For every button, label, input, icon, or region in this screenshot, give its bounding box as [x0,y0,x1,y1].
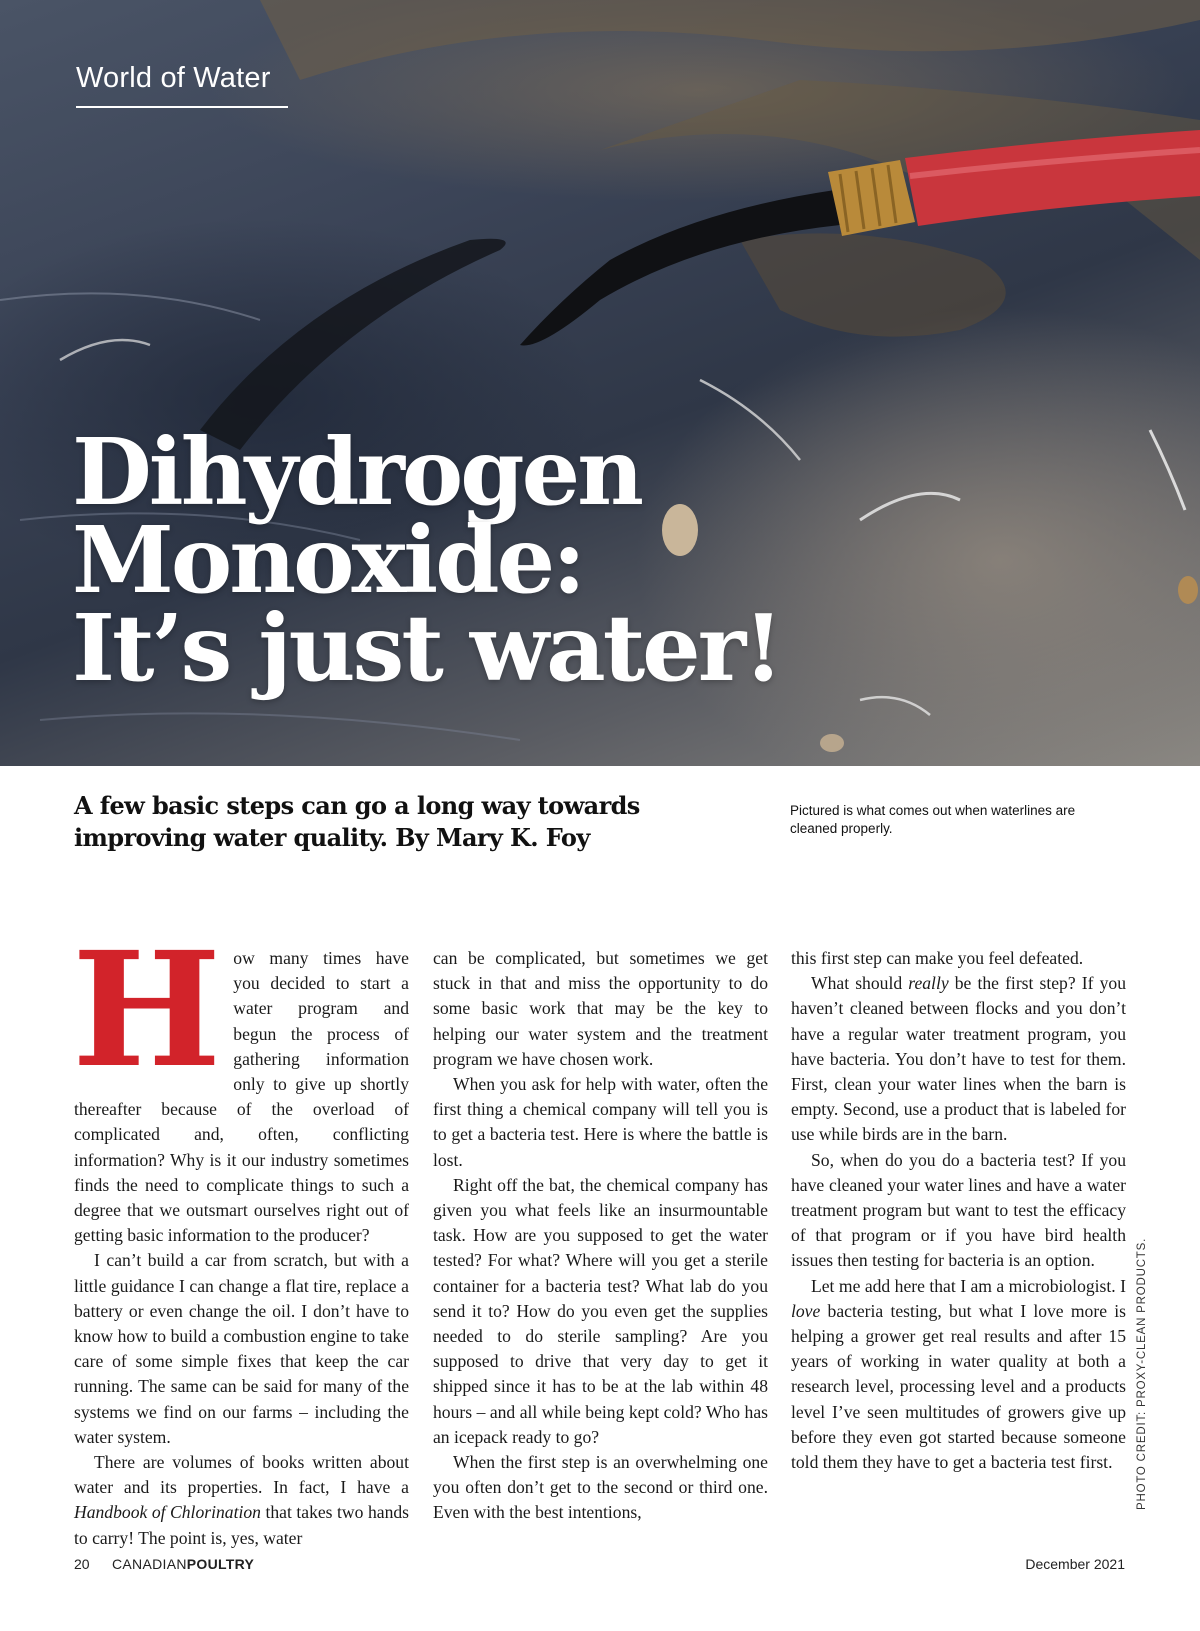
paragraph-text: What should [811,973,909,994]
paragraph-text: There are volumes of books written about water and its properties. In fact, I have a [74,1452,409,1498]
paragraph-text: that takes two hands to carry! The point is, yes, water [74,1502,410,1548]
magazine-name-bold: POULTRY [186,1556,255,1572]
paragraph: When the first step is an overwhelming one you often don’t get to the second or third one. Even with the best intentions, [433,1452,768,1523]
headline [72,418,932,702]
paragraph: this first step can make you feel defeated. [791,948,1084,968]
paragraph-text: bacteria testing, but what I love more is helping a grower get real results and after 15 years of working in water quality at both a research level, processing level and a products level I’ve seen multitudes of growers give up before they even got started because someone told them they have to get a bacteria test first. [791,1300,1126,1473]
paragraph: When you ask for help with water, often the first thing a chemical company will tell you is to get a bacteria test. Here is where the battle is lost. [433,1074,768,1170]
paragraph [74,1450,409,1551]
paragraph [791,1274,1126,1476]
section-tag: World of Water [76,62,271,94]
issue-date: December 2021 [1025,1556,1125,1572]
magazine-name-prefix: CANADIAN [112,1556,187,1572]
body-column-2 [433,946,768,1526]
byline: By Mary K. Foy [395,823,590,852]
headline-line-3: It’s just water! [72,594,781,702]
body-column-3 [791,946,1126,1475]
book-title: Handbook of Chlorination [74,1502,261,1523]
paragraph-text: Let me add here that I am a microbiologist. I [811,1275,1126,1296]
magazine-name [112,1556,254,1572]
paragraph-text: ow many times have you decided to start a water program and begun the process of gathering information only to give up shortly thereafter because of the overload of complicated and, often, conflicting information? Why is it our industry sometimes finds the need to complicate things to such a degree that we outsmart ourselves right out of getting basic information to the producer? [74,948,409,1246]
photo-credit: PHOTO CREDIT: PROXY-CLEAN PRODUCTS. [1136,1237,1148,1510]
paragraph [72,918,409,1248]
drop-cap: H [72,918,222,1103]
emphasis: really [908,973,949,994]
paragraph-text: be the first step? If you haven’t cleaned between flocks and you don’t have a regular water treatment program, you have bacteria. You don’t have to test for them. First, clean your water lines when the barn is empty. Second, use a product that is labeled for use while birds are in the barn. [791,973,1126,1145]
paragraph: Right off the bat, the chemical company has given you what feels like an insurmountable task. How are you supposed to get the water tested? For what? Where will you get a sterile container for a bacteria test? What lab do you send it to? How do you even get the supplies needed to do sterile sampling? Are you supposed to drive that very day to get it shipped since it has to be at the lab within 48 hours – and all while being kept cold? Who has an icepack ready to go? [433,1174,768,1447]
hero-photo [0,0,1200,766]
emphasis: love [791,1300,821,1321]
paragraph: So, when do you do a bacteria test? If you have cleaned your water lines and have a water treatment program but want to test the efficacy of that program or if you have bird health issues then testing for bacteria is an option. [791,1149,1126,1271]
paragraph: I can’t build a car from scratch, but with a little guidance I can change a flat tire, replace a battery or even change the oil. I don’t have to know how to build a combustion engine to take care of some simple fixes that keep the car running. The same can be said for many of the systems we find on our farms – including the water system. [74,1250,409,1447]
paragraph [791,971,1126,1147]
deck [74,790,754,854]
body-column-1 [72,918,410,1551]
section-tag-rule [76,106,288,108]
photo-caption: Pictured is what comes out when waterlines are cleaned properly. [790,803,1076,836]
paragraph: can be complicated, but sometimes we get stuck in that and miss the opportunity to do some basic work that may be the key to helping our water system and the treatment program we have chosen work. [433,948,768,1069]
page-number: 20 [74,1556,90,1572]
headline-line-1: Dihydrogen [72,418,641,526]
deck-text: A few basic steps can go a long way towards improving water quality. [74,791,640,852]
headline-line-2: Monoxide: [72,506,584,614]
